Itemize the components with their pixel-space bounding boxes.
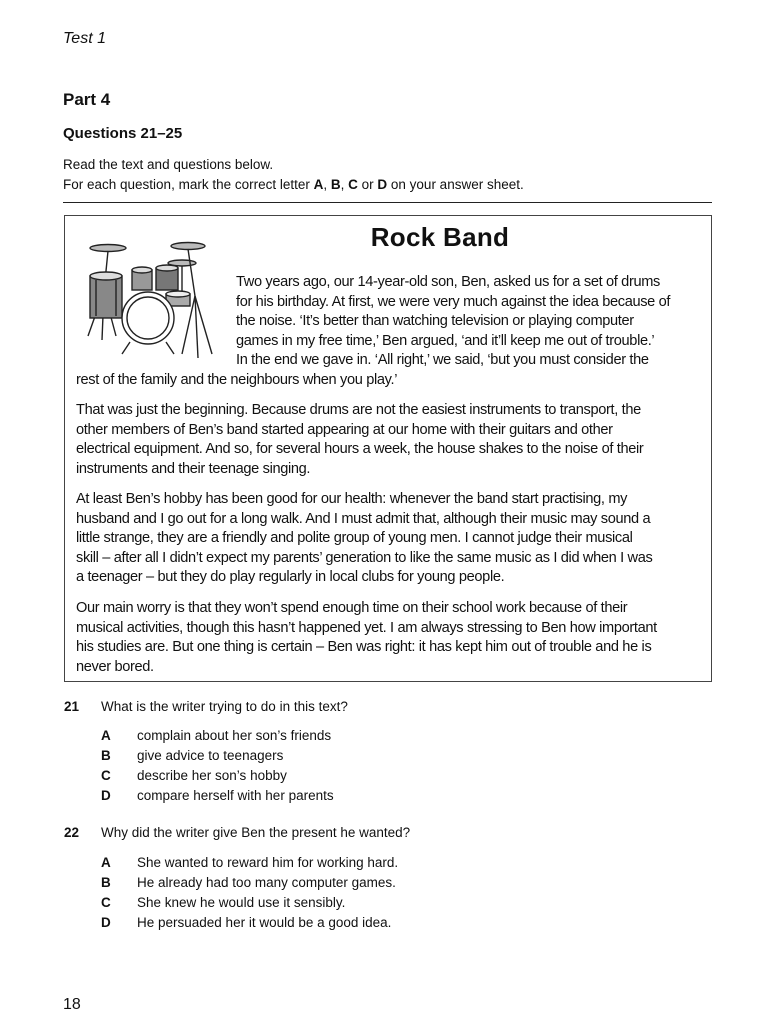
article-paragraph-1: Two years ago, our 14-year-old son, Ben, asked us for a set of drums for his birthday. At first, we were very much against the idea because of the noise. ‘It’s better than watching television or playing computer games in my free time,’ Ben argued, ‘and it’ll keep me out of trouble.’ In the end we gave in. ‘All right,’ we said, ‘but you must consider the rest of the family and the neighbours when you play.’ xyxy=(76,274,671,388)
article-title: Rock Band xyxy=(370,222,510,252)
question-number: 22 xyxy=(64,825,80,840)
option-letter[interactable]: A xyxy=(101,728,111,743)
article-paragraph-3: At least Ben’s hobby has been good for our health: whenever the band start practising, my husband and I go out for a long walk. And I must admit that, although their music may sound a little strange, they are a friendly and polite group of young men. I cannot judge their musical skill – after all I didn’t expect my parents’ generation to like the same music as I did when I was a teenager – but they do play regularly in local clubs for young people. xyxy=(76,491,653,586)
option-letter[interactable]: B xyxy=(101,748,111,763)
section-divider xyxy=(63,202,712,203)
question-text: What is the writer trying to do in this text? xyxy=(101,699,348,714)
option-text[interactable]: give advice to teenagers xyxy=(137,748,284,763)
option-text[interactable]: She wanted to reward him for working hard. xyxy=(137,855,399,870)
instruction-line-1: Read the text and questions below. xyxy=(63,157,274,172)
option-text[interactable]: He persuaded her it would be a good idea. xyxy=(137,915,392,930)
option-letter[interactable]: C xyxy=(101,895,111,910)
questions-range-title: Questions 21–25 xyxy=(63,125,183,142)
option-text[interactable]: She knew he would use it sensibly. xyxy=(137,895,346,910)
article-paragraph-2: That was just the beginning. Because drums are not the easiest instruments to transport, the other members of Ben’s band started appearing at our home with their guitars and other electrical equipment. And so, for several hours a week, the house shakes to the noise of their instruments and their teenage singing. xyxy=(76,402,644,477)
question-text: Why did the writer give Ben the present he wanted? xyxy=(101,825,411,840)
article-paragraph-4: Our main worry is that they won’t spend enough time on their school work because of their musical activities, though this hasn’t happened yet. I am always stressing to Ben how important his studies are. But one thing is certain – Ben was right: it has kept him out of trouble and he is never bored. xyxy=(76,600,657,675)
instruction-line-2: For each question, mark the correct letter A, B, C or D on your answer sheet. xyxy=(63,177,524,192)
page-number: 18 xyxy=(63,996,81,1013)
option-letter[interactable]: D xyxy=(101,915,111,930)
part-title: Part 4 xyxy=(63,90,111,109)
option-text[interactable]: complain about her son’s friends xyxy=(137,728,332,743)
option-letter[interactable]: A xyxy=(101,855,111,870)
option-letter[interactable]: D xyxy=(101,788,111,803)
question-number: 21 xyxy=(64,699,80,714)
test-label: Test 1 xyxy=(63,30,106,47)
option-text[interactable]: He already had too many computer games. xyxy=(137,875,396,890)
option-text[interactable]: describe her son’s hobby xyxy=(137,768,287,783)
option-letter[interactable]: C xyxy=(101,768,111,783)
option-letter[interactable]: B xyxy=(101,875,111,890)
drum-kit-icon xyxy=(70,236,230,361)
option-text[interactable]: compare herself with her parents xyxy=(137,788,334,803)
